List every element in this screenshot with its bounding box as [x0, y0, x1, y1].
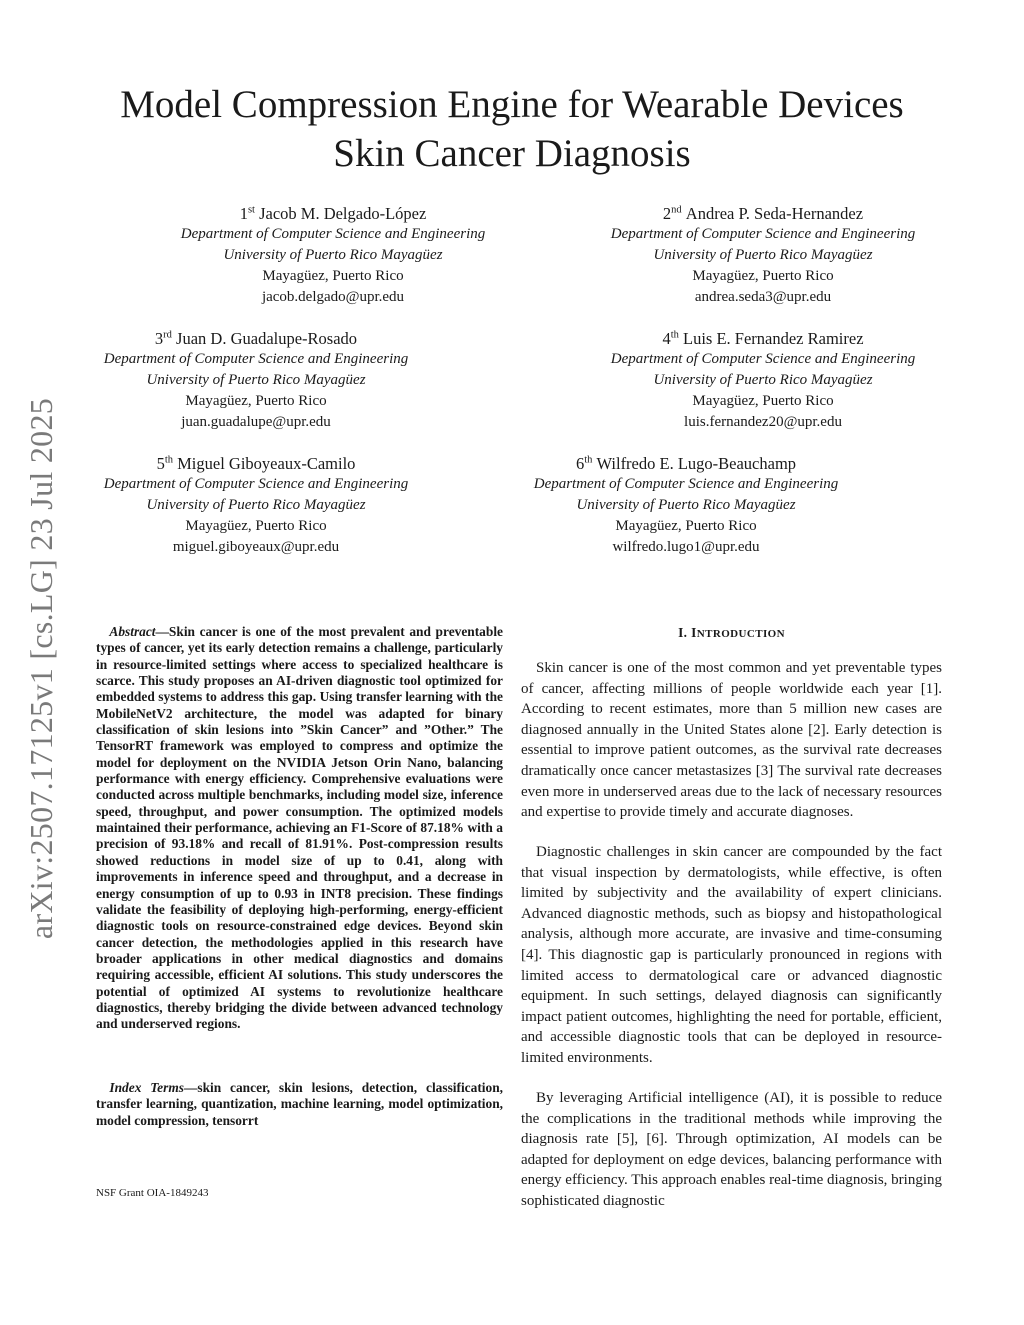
intro-paragraph-2: Diagnostic challenges in skin cancer are compounded by the fact that visual inspection by dermatologists, while effective, is often limited by subjectivity and the availability of expert clinicians. Advanced diagnostic methods, such as biopsy and histopathological analysis, although more accurate, are invasive and time-consuming [4]. This diagnostic gap is particularly pronounced in regions with limited access to dermatological care or advanced diagnostic equipment. In such settings, delayed diagnosis can significantly impact patient outcomes, highlighting the need for portable, efficient, and accessible diagnostic tools that can be deployed in resource-limited environments. [521, 844, 942, 1066]
arxiv-side-label: arXiv:2507.17125v1 [cs.LG] 23 Jul 2025 [23, 397, 60, 939]
author-university: University of Puerto Rico Mayagüez [223, 247, 443, 263]
author-email: luis.fernandez20@upr.edu [684, 414, 842, 430]
author-city: Mayagüez, Puerto Rico [262, 268, 404, 284]
author-department: Department of Computer Science and Engineering [533, 476, 839, 492]
author-block-3 [56, 328, 456, 433]
author-email: andrea.seda3@upr.edu [694, 289, 832, 305]
index-terms-text: —skin cancer, skin lesions, detection, classification, transfer learning, quantization, machine learning, model optimization, model compression, tensorrt [96, 1080, 503, 1128]
paper-title [90, 80, 934, 178]
author-department: Department of Computer Science and Engineering [180, 226, 486, 242]
author-university: University of Puerto Rico Mayagüez [576, 497, 796, 513]
grant-footnote: NSF Grant OIA-1849243 [96, 1187, 209, 1199]
author-block-1 [133, 203, 533, 308]
author-name: 4th Luis E. Fernandez Ramirez [662, 329, 864, 348]
author-name: 5th Miguel Giboyeaux-Camilo [156, 454, 356, 473]
author-city: Mayagüez, Puerto Rico [615, 518, 757, 534]
intro-paragraph-3: By leveraging Artificial intelligence (AI), it is possible to reduce the complications in the traditional methods while improving the diagnosis rate [5], [6]. Through optimization, AI models can be adapted for deployment on edge devices, balancing performance with energy efficiency. This approach enables real-time diagnosis, bringing sophisticated diagnostic [521, 1090, 942, 1209]
author-name: 1st Jacob M. Delgado-López [239, 204, 427, 223]
author-university: University of Puerto Rico Mayagüez [146, 372, 366, 388]
author-block-5 [56, 453, 456, 558]
author-department: Department of Computer Science and Engineering [103, 476, 409, 492]
author-city: Mayagüez, Puerto Rico [185, 393, 327, 409]
author-university: University of Puerto Rico Mayagüez [653, 247, 873, 263]
author-city: Mayagüez, Puerto Rico [185, 518, 327, 534]
index-terms-label: Index Terms [109, 1080, 184, 1095]
author-block-4 [563, 328, 963, 433]
author-block-2 [563, 203, 963, 308]
author-block-6 [486, 453, 886, 558]
section-heading-introduction: I. INTRODUCTION [678, 625, 785, 640]
author-name: 2nd Andrea P. Seda-Hernandez [662, 204, 864, 223]
author-department: Department of Computer Science and Engineering [103, 351, 409, 367]
author-email: jacob.delgado@upr.edu [261, 289, 405, 305]
author-department: Department of Computer Science and Engineering [610, 226, 916, 242]
author-city: Mayagüez, Puerto Rico [692, 268, 834, 284]
author-department: Department of Computer Science and Engineering [610, 351, 916, 367]
author-university: University of Puerto Rico Mayagüez [653, 372, 873, 388]
index-terms [96, 1080, 503, 1129]
title-line-2: Skin Cancer Diagnosis [333, 132, 691, 175]
author-university: University of Puerto Rico Mayagüez [146, 497, 366, 513]
author-name: 3rd Juan D. Guadalupe-Rosado [154, 329, 358, 348]
abstract-label: Abstract [109, 624, 156, 639]
author-city: Mayagüez, Puerto Rico [692, 393, 834, 409]
intro-paragraph-1: Skin cancer is one of the most common and yet preventable types of cancer, affecting millions of people worldwide each year [1]. According to recent estimates, more than 5 million new cases are diagnosed annually in the United States alone [2]. Early detection is essential to improve patient outcomes, as the survival rate decreases dramatically once cancer metastasizes [3] The survival rate decreases even more in underserved areas due to the lack of necessary resources and expertise to provide timely and accurate diagnoses. [521, 660, 942, 821]
abstract [96, 624, 503, 1033]
author-name: 6th Wilfredo E. Lugo-Beauchamp [575, 454, 797, 473]
author-email: juan.guadalupe@upr.edu [181, 414, 331, 430]
abstract-text: —Skin cancer is one of the most prevalent and preventable types of cancer, yet its early detection remains a challenge, particularly in resource-limited settings where access to specialized healthcare is scarce. This study proposes an AI-driven diagnostic tool optimized for embedded systems to address this gap. Using transfer learning with the MobileNetV2 architecture, the model was adapted for binary classification of skin lesions into ”Skin Cancer” and ”Other.” The TensorRT framework was employed to compress and optimize the model for deployment on the NVIDIA Jetson Orin Nano, balancing performance with energy efficiency. Comprehensive evaluations were conducted across multiple benchmarks, including model size, inference speed, throughput, and power consumption. The optimized models maintained their performance, achieving an F1-Score of 87.18% with a precision of 93.18% and recall of 81.91%. Post-compression results showed reductions in model size of up to 0.41, along with improvements in inference speed and throughput, and a decrease in energy consumption of up to 0.93 in INT8 precision. These findings validate the feasibility of deploying high-performing, energy-efficient diagnostic tools on resource-constrained edge devices. Beyond skin cancer detection, the methodologies applied in this research have broader applications in other medical diagnostics and domains requiring accessible, efficient AI solutions. This study underscores the potential of optimized AI systems to revolutionize healthcare diagnostics, thereby bridging the divide between advanced technology and underserved regions. [96, 624, 503, 1032]
author-email: wilfredo.lugo1@upr.edu [612, 539, 760, 555]
title-line-1: Model Compression Engine for Wearable Devices [120, 83, 904, 126]
author-email: miguel.giboyeaux@upr.edu [172, 539, 340, 555]
